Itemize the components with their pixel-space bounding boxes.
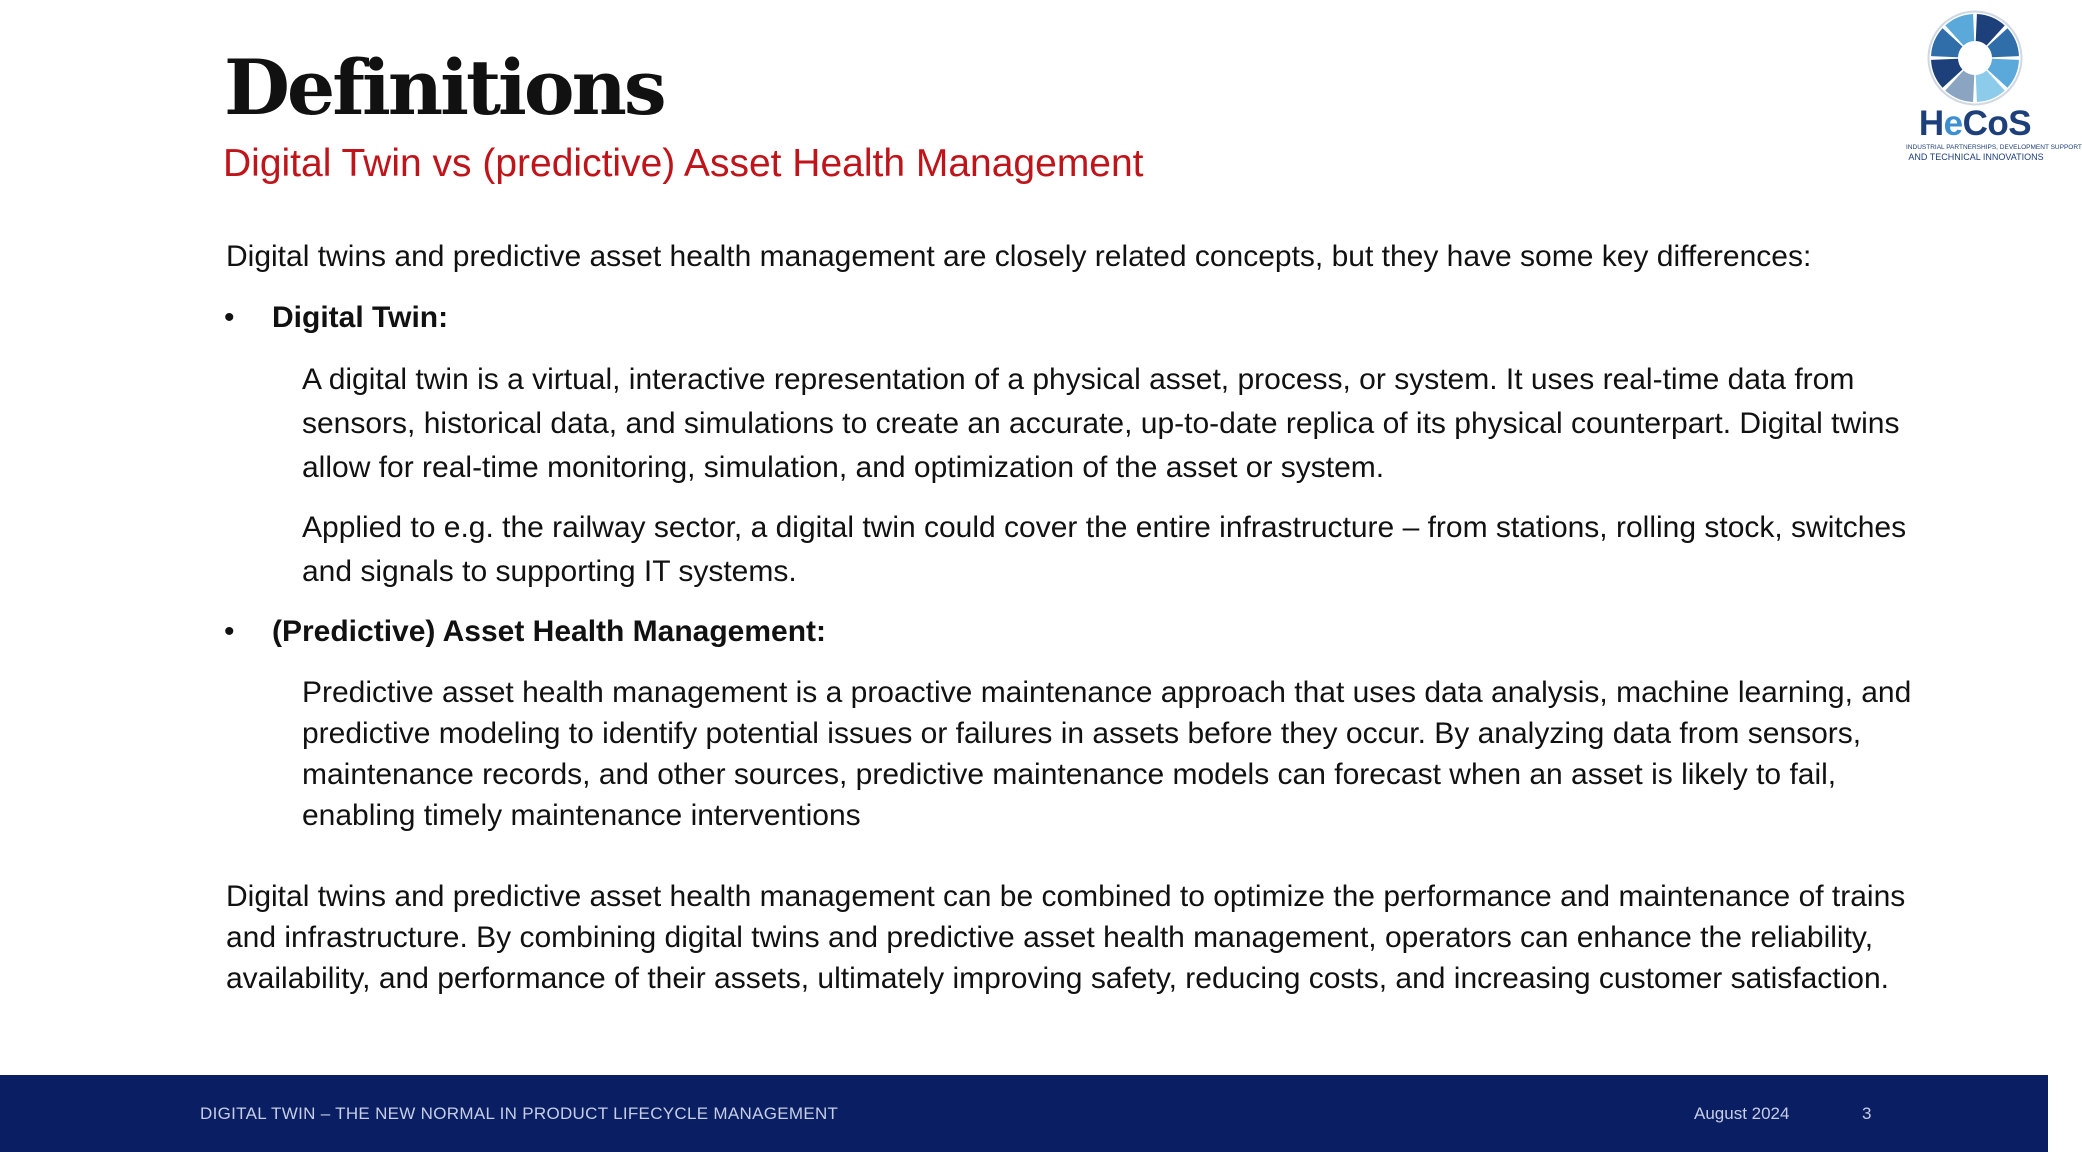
slide-subtitle: Digital Twin vs (predictive) Asset Health Management <box>223 142 1144 185</box>
bullet-icon: • <box>224 615 235 648</box>
slide-title: Definitions <box>224 43 664 132</box>
hecos-emblem-icon <box>1927 10 2023 106</box>
footer-date: August 2024 <box>1694 1104 1790 1123</box>
footer-bar <box>0 1075 2048 1152</box>
section-heading: (Predictive) Asset Health Management: <box>272 615 827 648</box>
bullet-digital-twin <box>224 297 448 338</box>
logo-tagline-2: AND TECHNICAL INNOVATIONS <box>1908 152 2044 162</box>
intro-paragraph: Digital twins and predictive asset health management are closely related concepts, but they have some key differences: <box>226 240 1812 273</box>
digital-twin-definition: A digital twin is a virtual, interactive representation of a physical asset, process, or system. It uses real-time data from sensors, historical data, and simulations to create an accurate, up-to-date replica of its physical counterpart. Digital twins allow for real-time monitoring, simulation, and optimization of the asset or system. <box>302 363 1900 484</box>
hecos-logo <box>1906 10 2082 162</box>
page-number: 3 <box>1862 1104 1872 1123</box>
digital-twin-railway-example: Applied to e.g. the railway sector, a digital twin could cover the entire infrastructure – from stations, rolling stock, switches and signals to supporting IT systems. <box>302 511 1907 588</box>
bullet-asset-health <box>224 611 826 652</box>
asset-health-definition: Predictive asset health management is a proactive maintenance approach that uses data analysis, machine learning, and predictive modeling to identify potential issues or failures in assets before they occur. By analyzing data from sensors, maintenance records, and other sources, predictive maintenance models can forecast when an asset is likely to fail, enabling timely maintenance interventions <box>302 676 1912 832</box>
closing-paragraph: Digital twins and predictive asset health management can be combined to optimize the performance and maintenance of trains and infrastructure. By combining digital twins and predictive asset health management, operators can enhance the reliability, availability, and performance of their assets, ultimately improving safety, reducing costs, and increasing customer satisfaction. <box>226 880 1906 995</box>
logo-wordmark: HeCoS <box>1918 104 2032 143</box>
section-heading: Digital Twin: <box>272 301 449 334</box>
bullet-icon: • <box>224 301 235 334</box>
logo-tagline-1: INDUSTRIAL PARTNERSHIPS, DEVELOPMENT SUPPORT <box>1906 144 2082 151</box>
footer-title: DIGITAL TWIN – THE NEW NORMAL IN PRODUCT LIFECYCLE MANAGEMENT <box>200 1104 839 1123</box>
